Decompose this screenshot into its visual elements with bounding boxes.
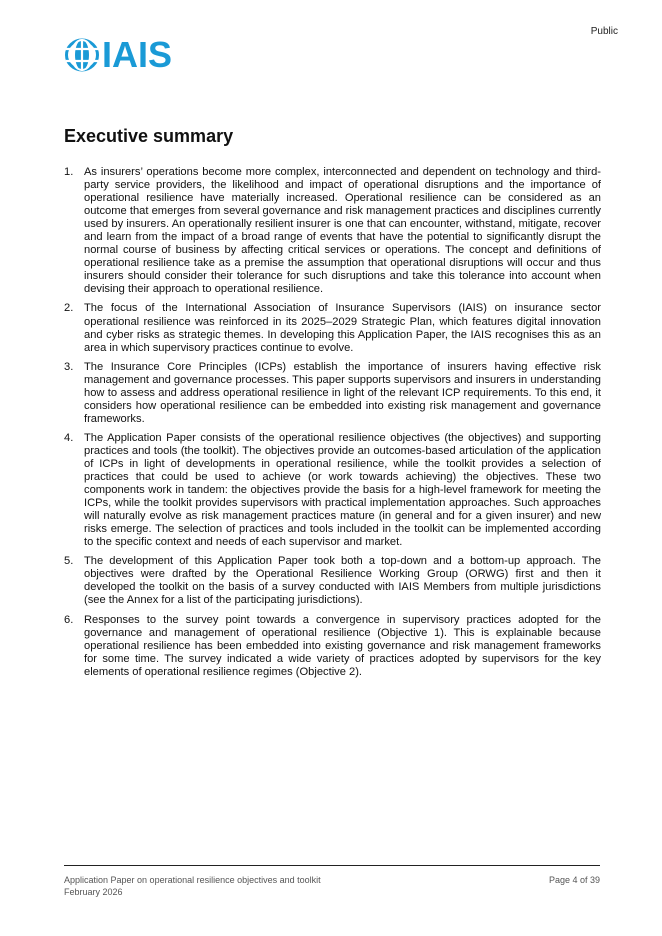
footer-document-info xyxy=(64,874,321,898)
paragraph-text: Responses to the survey point towards a convergence in supervisory practices adopted for the governance and management of operational resilience (Objective 1). This is explainable because operational resilience has been embedded into existing governance and risk management frameworks for some time. The survey indicated a wide variety of practices adopted by supervisors for the key elements of operational resilience regimes (Objective 2). xyxy=(84,613,601,678)
footer-doc-title: Application Paper on operational resilience objectives and toolkit xyxy=(64,875,321,885)
paragraph-text: The development of this Application Paper took both a top-down and a bottom-up approach. The objectives were drafted by the Operational Resilience Working Group (ORWG) first and then it developed the toolkit on the basis of a survey conducted with IAIS Members from multiple jurisdictions (see the Annex for a list of the participating jurisdictions). xyxy=(84,555,601,607)
paragraph-5 xyxy=(64,555,601,607)
logo-wordmark: IAIS xyxy=(102,34,173,75)
paragraph-1 xyxy=(64,166,601,296)
globe-icon xyxy=(64,38,100,72)
iais-logo xyxy=(64,34,173,75)
footer-date: February 2026 xyxy=(64,887,123,897)
paragraph-number: 3. xyxy=(64,360,74,373)
paragraph-4 xyxy=(64,432,601,549)
paragraph-3 xyxy=(64,361,601,426)
paragraph-number: 1. xyxy=(64,166,74,178)
paragraph-number: 6. xyxy=(64,613,74,626)
paragraph-2 xyxy=(64,302,601,354)
paragraph-number: 4. xyxy=(64,431,74,444)
paragraph-text: The Application Paper consists of the operational resilience objectives (the objectives) and supporting practices and tools (the toolkit). The objectives provide an outcomes-based articulation of the application of ICPs in light of developments in operational resilience, while the toolkit provides a selection of practices that could be used to achieve (or work towards achieving) the objectives. These two components work in tandem: the objectives provide the basis for a high-level framework for meeting the ICPs, while the toolkit provides supervisors with practical implementation approaches. Such approaches will naturally evolve as risk management practices mature (in general and for a given insurer) and new risks emerge. The selection of practices and tools included in the toolkit can be implemented according to the specific context and needs of each supervisor and market. xyxy=(84,431,601,549)
classification-label: Public xyxy=(590,26,618,37)
paragraph-6 xyxy=(64,614,601,679)
paragraph-number: 5. xyxy=(64,555,74,568)
paragraph-text: The Insurance Core Principles (ICPs) establish the importance of insurers having effective risk management and governance processes. This paper supports supervisors and insurers in understanding how to assess and address operational resilience in light of the relevant ICP requirements. To this end, it considers how operational resilience can be embedded into existing risk management and governance frameworks. xyxy=(84,360,601,425)
page-title: Executive summary xyxy=(64,126,234,146)
paragraph-text: As insurers’ operations become more complex, interconnected and dependent on technology and third-party service providers, the likelihood and impact of operational disruptions and the importance of operational resilience have materially increased. Operational resilience can be considered as an outcome that emerges from several governance and risk management practices and disciplines currently used by insurers. An operationally resilient insurer is one that can encounter, withstand, mitigate, recover and learn from the impact of a broad range of events that have the potential to significantly disrupt the normal course of business by affecting critical services or operations. The concept and definitions of operational resilience take as a premise the assumption that operational disruptions will occur and thus insurers should consider their tolerance for such disruptions and take this tolerance into account when devising their approach to operational resilience. xyxy=(84,166,601,296)
paragraph-text: The focus of the International Association of Insurance Supervisors (IAIS) on insurance sector operational resilience was reinforced in its 2025–2029 Strategic Plan, which features digital innovation and cyber risks as strategic themes. In developing this Application Paper, the IAIS recognises this as an area in which supervisory practices continue to evolve. xyxy=(84,302,601,354)
footer-divider xyxy=(64,865,600,866)
page-number: Page 4 of 39 xyxy=(548,875,600,885)
paragraph-list xyxy=(64,166,601,685)
paragraph-number: 2. xyxy=(64,302,74,315)
